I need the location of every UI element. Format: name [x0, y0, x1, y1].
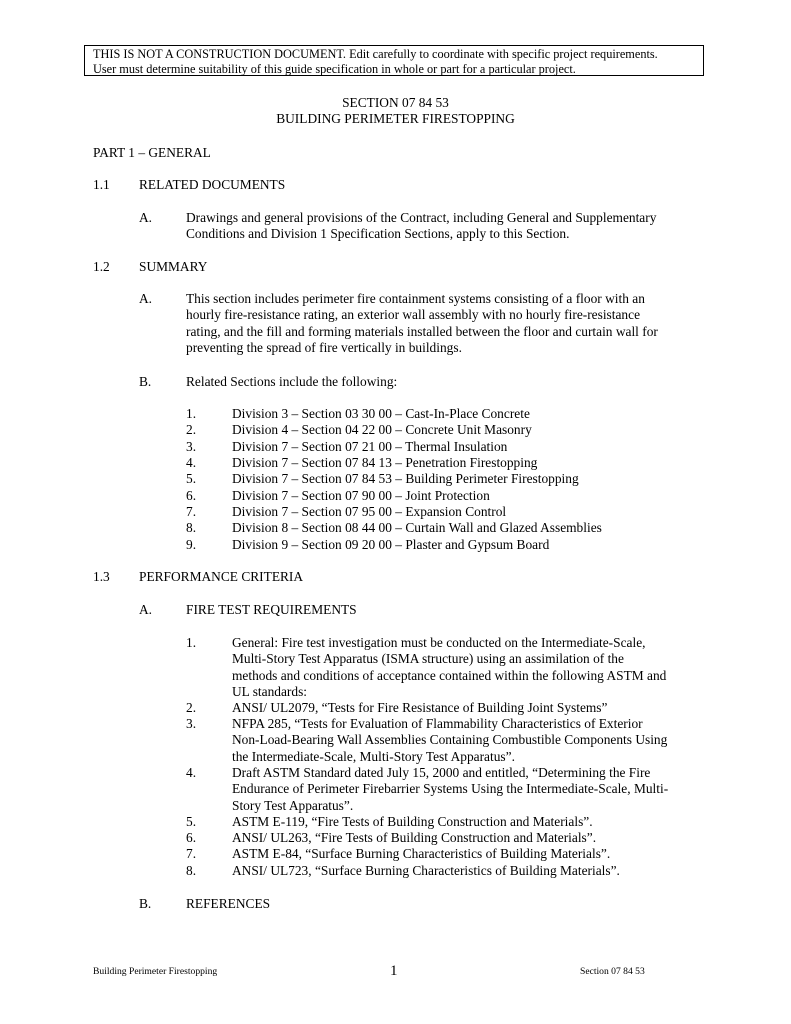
page-number: 1	[390, 963, 398, 979]
list-item	[232, 814, 593, 830]
list-item	[232, 830, 596, 846]
list-item-number: 5.	[186, 814, 197, 829]
list-item-line: Multi-Story Test Apparatus (ISMA structure) using an assimilation of the	[232, 651, 624, 667]
list-item-line: Non-Load-Bearing Wall Assemblies Containing Combustible Components Using	[232, 732, 668, 748]
footer-document-title: Building Perimeter Firestopping	[93, 966, 218, 977]
disclaimer-notice-box	[84, 45, 704, 76]
list-item-number: 1.	[186, 406, 197, 421]
list-item	[232, 765, 668, 814]
list-item-line: ANSI/ UL2079, “Tests for Fire Resistance of Building Joint Systems”	[232, 700, 608, 715]
list-item-line: Story Test Apparatus”.	[232, 797, 354, 813]
list-item	[232, 700, 607, 716]
list-item: Division 3 – Section 03 30 00 – Cast-In-Place Concrete	[232, 406, 530, 421]
list-item-line: General: Fire test investigation must be conducted on the Intermediate-Scale,	[232, 635, 646, 650]
paragraph-line: rating, and the fill and forming materials installed between the floor and curtain wall for	[186, 323, 658, 339]
paragraph-line: Drawings and general provisions of the Contract, including General and Supplementary	[186, 210, 657, 225]
list-item-line: UL standards:	[232, 683, 307, 699]
list-item: Division 7 – Section 07 21 00 – Thermal Insulation	[232, 439, 508, 454]
article-1-3-number: 1.3	[93, 569, 110, 584]
paragraph-line: Conditions and Division 1 Specification Sections, apply to this Section.	[186, 226, 570, 242]
list-item-number: 6.	[186, 830, 197, 845]
list-item: Division 7 – Section 07 84 13 – Penetration Firestopping	[232, 455, 538, 470]
list-item-line: methods and conditions of acceptance contained within the following ASTM and	[232, 667, 667, 683]
section-number: SECTION 07 84 53	[342, 95, 449, 110]
list-item-number: 2.	[186, 700, 197, 715]
list-item: Division 4 – Section 04 22 00 – Concrete Unit Masonry	[232, 422, 532, 437]
paragraph-label: A.	[139, 210, 153, 225]
list-item-number: 5.	[186, 471, 197, 486]
article-1-1-number: 1.1	[93, 177, 110, 192]
list-item-line: Draft ASTM Standard dated July 15, 2000 and entitled, “Determining the Fire	[232, 765, 651, 780]
article-1-3-title: PERFORMANCE CRITERIA	[139, 569, 304, 584]
list-item-number: 3.	[186, 439, 197, 454]
list-item-line: Endurance of Perimeter Firebarrier Systems Using the Intermediate-Scale, Multi-	[232, 781, 669, 797]
list-item: Division 7 – Section 07 84 53 – Building Perimeter Firestopping	[232, 471, 579, 486]
footer-section-number: Section 07 84 53	[580, 966, 645, 977]
list-item	[232, 846, 610, 862]
list-item-number: 7.	[186, 846, 197, 861]
list-item-line: the Intermediate-Scale, Multi-Story Test Apparatus”.	[232, 748, 515, 764]
list-item-number: 6.	[186, 488, 197, 503]
article-1-1-title: RELATED DOCUMENTS	[139, 177, 286, 192]
list-item-number: 4.	[186, 765, 197, 780]
paragraph-label: A.	[139, 602, 153, 617]
list-item-number: 7.	[186, 504, 197, 519]
part-1-heading: PART 1 – GENERAL	[93, 145, 211, 160]
list-item-number: 2.	[186, 422, 197, 437]
list-item	[232, 863, 620, 879]
notice-line-1: THIS IS NOT A CONSTRUCTION DOCUMENT. Edit carefully to coordinate with specific project requirements.	[93, 47, 658, 61]
list-item-number: 8.	[186, 863, 197, 878]
paragraph-label: A.	[139, 291, 153, 306]
list-item-line: NFPA 285, “Tests for Evaluation of Flammability Characteristics of Exterior	[232, 716, 643, 731]
list-item-number: 8.	[186, 520, 197, 535]
list-item: Division 8 – Section 08 44 00 – Curtain Wall and Glazed Assemblies	[232, 520, 602, 535]
list-item-line: ANSI/ UL723, “Surface Burning Characteristics of Building Materials”.	[232, 863, 620, 878]
section-title: BUILDING PERIMETER FIRESTOPPING	[276, 111, 515, 126]
article-1-2-title: SUMMARY	[139, 259, 208, 274]
list-item	[232, 716, 667, 765]
summary-paragraph	[186, 291, 658, 356]
article-1-2-number: 1.2	[93, 259, 110, 274]
list-item-line: ANSI/ UL263, “Fire Tests of Building Construction and Materials”.	[232, 830, 597, 845]
paragraph-line: hourly fire-resistance rating, an exterior wall assembly with no hourly fire-resistance	[186, 307, 641, 323]
list-item-number: 3.	[186, 716, 197, 731]
list-item-line: ASTM E-84, “Surface Burning Characteristics of Building Materials”.	[232, 846, 611, 861]
list-item: Division 7 – Section 07 95 00 – Expansion Control	[232, 504, 507, 519]
paragraph-line: This section includes perimeter fire containment systems consisting of a floor with an	[186, 291, 645, 306]
notice-line-2: User must determine suitability of this guide specification in whole or part for a particular project.	[93, 61, 576, 76]
list-item: Division 7 – Section 07 90 00 – Joint Protection	[232, 488, 490, 503]
paragraph-label: B.	[139, 896, 152, 911]
list-item-number: 1.	[186, 635, 197, 650]
list-item-number: 4.	[186, 455, 197, 470]
related-sections-intro: Related Sections include the following:	[186, 374, 398, 389]
fire-test-requirements-heading: FIRE TEST REQUIREMENTS	[186, 602, 357, 617]
list-item-line: ASTM E-119, “Fire Tests of Building Construction and Materials”.	[232, 814, 593, 829]
list-item: Division 9 – Section 09 20 00 – Plaster and Gypsum Board	[232, 537, 550, 552]
related-documents-paragraph	[186, 210, 656, 243]
list-item	[232, 635, 666, 700]
paragraph-label: B.	[139, 374, 152, 389]
list-item-number: 9.	[186, 537, 197, 552]
references-heading: REFERENCES	[186, 896, 271, 911]
paragraph-line: preventing the spread of fire vertically in buildings.	[186, 339, 462, 355]
